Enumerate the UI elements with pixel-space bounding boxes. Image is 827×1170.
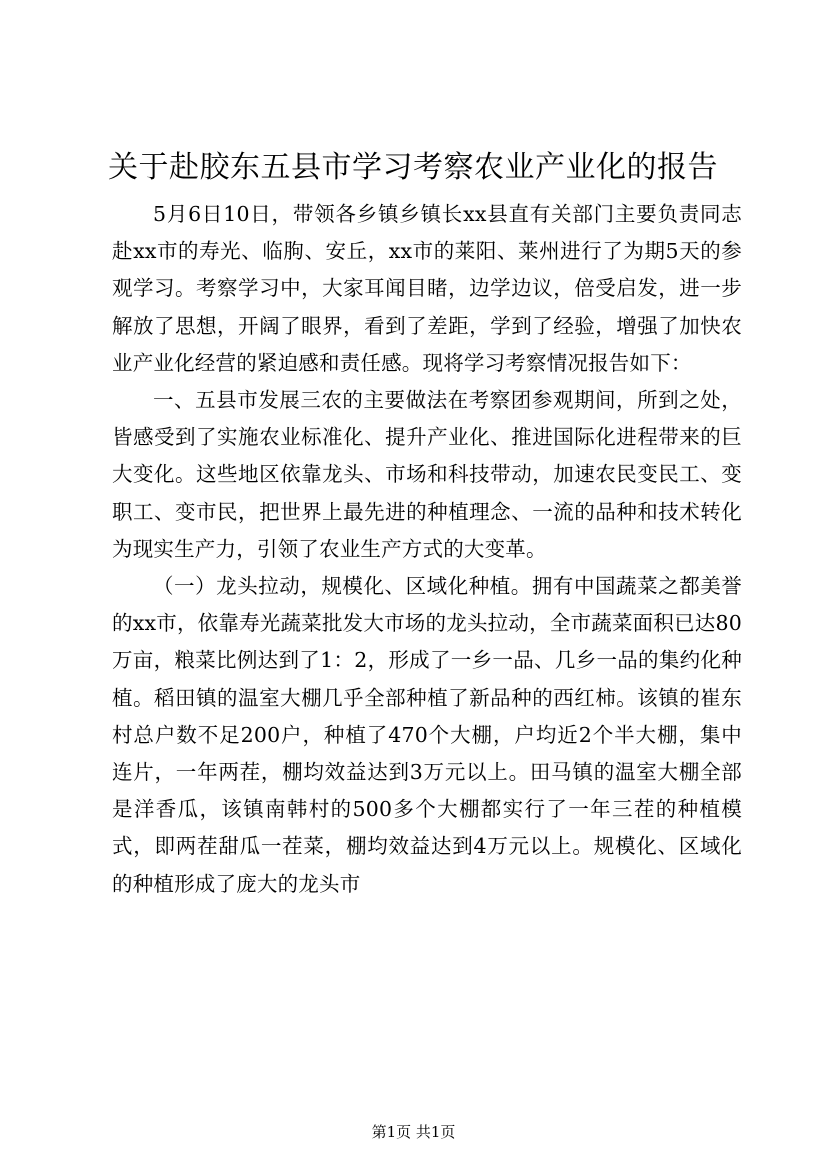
- paragraph-subsection-one: （一）龙头拉动，规模化、区域化种植。拥有中国蔬菜之都美誉的xx市，依靠寿光蔬菜批发大市场的龙头拉动，全市蔬菜面积已达80万亩，粮菜比例达到了1：2，形成了一乡一品、几乡一品的集约化种植。稻田镇的温室大棚几乎全部种植了新品种的西红柿。该镇的崔东村总户数不足200户，种植了470个大棚，户均近2个半大棚，集中连片，一年两茬，棚均效益达到3万元以上。田马镇的温室大棚全部是洋香瓜，该镇南韩村的500多个大棚都实行了一年三茬的种植模式，即两茬甜瓜一茬菜，棚均效益达到4万元以上。规模化、区域化的种植形成了庞大的龙头市: [112, 574, 742, 896]
- document-title: 关于赴胶东五县市学习考察农业产业化的报告: [108, 150, 718, 185]
- document-body: [112, 196, 742, 903]
- paragraph-section-one: 一、五县市发展三农的主要做法在考察团参观期间，所到之处，皆感受到了实施农业标准化、提升产业化、推进国际化进程带来的巨大变化。这些地区依靠龙头、市场和科技带动，加速农民变民工、变职工、变市民，把世界上最先进的种植理念、一流的品种和技术转化为现实生产力，引领了农业生产方式的大变革。: [112, 388, 742, 561]
- paragraph-intro: 5月6日10日，带领各乡镇乡镇长xx县直有关部门主要负责同志赴xx市的寿光、临朐、安丘，xx市的莱阳、莱州进行了为期5天的参观学习。考察学习中，大家耳闻目睹，边学边议，倍受启发，进一步解放了思想，开阔了眼界，看到了差距，学到了经验，增强了加快农业产业化经营的紧迫感和责任感。现将学习考察情况报告如下：: [112, 202, 742, 375]
- page-footer: 第1页 共1页: [371, 1123, 456, 1141]
